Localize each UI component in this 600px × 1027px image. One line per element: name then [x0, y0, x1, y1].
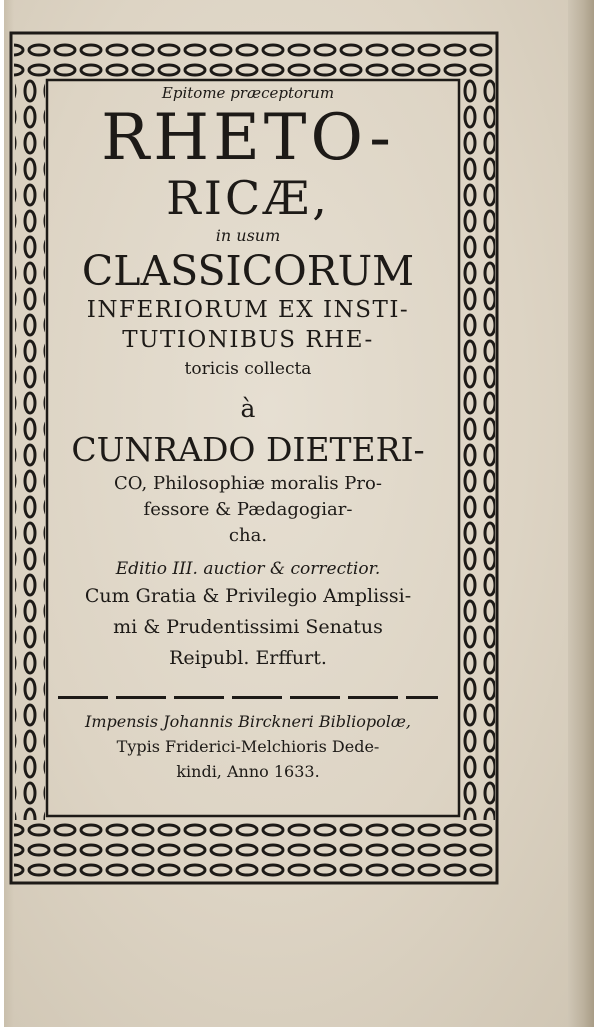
toricis-line: toricis collecta [184, 359, 312, 379]
imprint-line-3: kindi, Anno 1633. [176, 762, 320, 781]
privilege-line-2: mi & Prudentissimi Senatus [113, 616, 383, 638]
author-professor-line: fessore & Pædagogiar- [143, 499, 353, 520]
edition-line: Editio III. auctior & correctior. [115, 559, 381, 579]
privilege-line-1: Cum Gratia & Privilegio Amplissi- [84, 585, 412, 607]
author-name-line: CUNRADO DIETERI- [71, 430, 425, 469]
title-page-text [48, 78, 448, 784]
in-usum-line: in usum [215, 226, 281, 245]
imprint-line-2: Typis Friderici-Melchioris Dede- [116, 737, 380, 756]
divider-rule [58, 696, 438, 699]
title-rheto: RHETO- [101, 101, 395, 175]
epitome-line: Epitome præceptorum [161, 84, 335, 102]
imprint-line-1: Impensis Johannis Birckneri Bibliopolæ, [85, 712, 411, 731]
author-cha-line: cha. [228, 525, 268, 546]
title-ricae: RICÆ, [166, 171, 330, 225]
classicorum-line: CLASSICORUM [81, 247, 415, 295]
author-title-line: CO, Philosophiæ moralis Pro- [114, 473, 382, 494]
privilege-line-3: Reipubl. Erffurt. [169, 647, 327, 669]
a-line: à [240, 394, 256, 423]
inferiorum-line: INFERIORUM EX INSTI- [86, 297, 410, 323]
tutionibus-line: TUTIONIBUS RHE- [122, 327, 374, 353]
